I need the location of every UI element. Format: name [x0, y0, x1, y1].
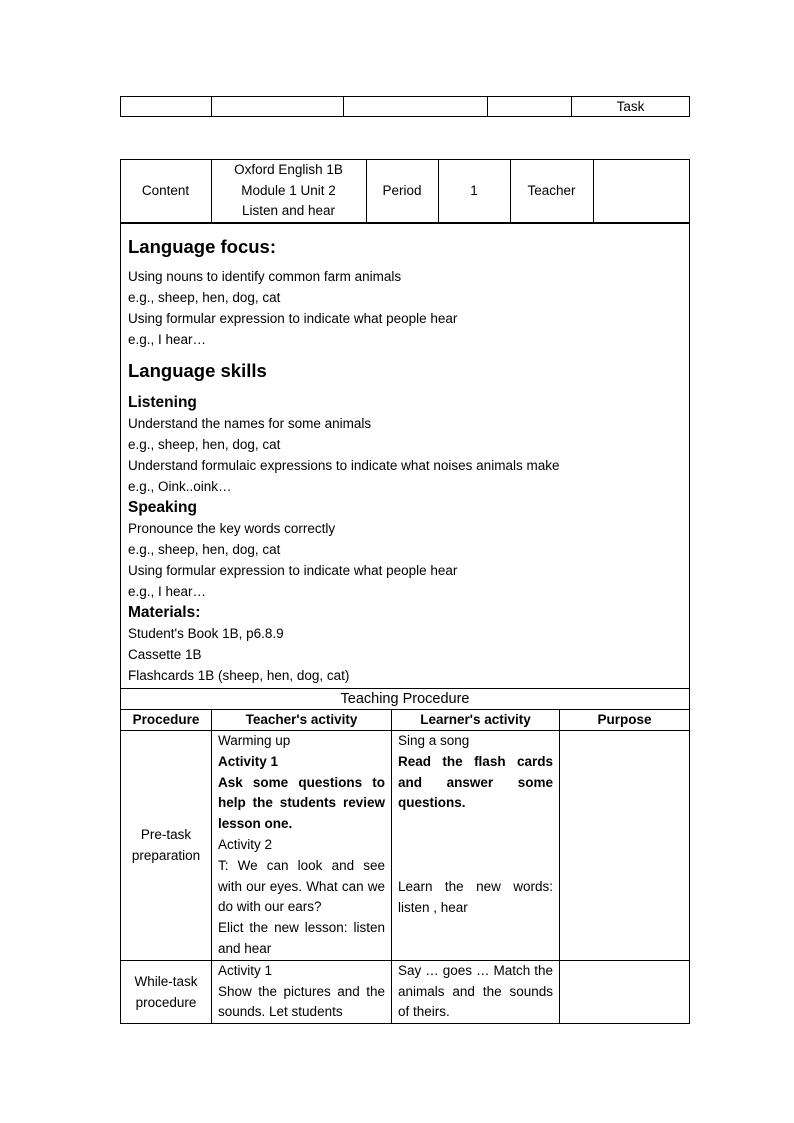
content-line-1: Oxford English 1B: [234, 162, 343, 178]
pre-activity-1-text: Ask some questions to help the students review lesson one.: [218, 774, 385, 832]
listening-line-2: e.g., sheep, hen, dog, cat: [128, 437, 281, 452]
top-cell-4: [488, 97, 572, 117]
col-teacher-activity: Teacher's activity: [212, 710, 392, 731]
while-task-label-line-2: procedure: [135, 994, 197, 1010]
focus-line-2: e.g., sheep, hen, dog, cat: [128, 290, 281, 305]
language-skills-heading: Language skills: [128, 360, 267, 381]
lesson-info-row: [120, 159, 690, 223]
col-purpose: Purpose: [560, 710, 690, 731]
sing-a-song: Sing a song: [398, 733, 470, 748]
materials-line-1: Student's Book 1B, p6.8.9: [128, 626, 284, 641]
speaking-line-4: e.g., I hear…: [128, 584, 207, 599]
warming-up: Warming up: [218, 733, 291, 748]
listening-line-1: Understand the names for some animals: [128, 416, 372, 431]
objectives-cell: [121, 224, 690, 689]
content-line-3: Listen and hear: [241, 203, 336, 219]
pre-task-teacher-activity: [212, 731, 392, 961]
pre-task-label: [121, 731, 212, 961]
pre-activity-1-title: Activity 1: [218, 753, 279, 769]
while-activity-1-text: Show the pictures and the sounds. Let students: [218, 983, 385, 1020]
pre-task-purpose: [560, 731, 690, 961]
speaking-line-3: Using formular expression to indicate what people hear: [128, 563, 458, 578]
period-value: 1: [438, 160, 510, 223]
focus-line-3: Using formular expression to indicate what people hear: [128, 311, 458, 326]
speaking-heading: Speaking: [128, 499, 197, 516]
while-task-learner-activity: [392, 960, 560, 1023]
elict-new-lesson: Elict the new lesson: listen and hear: [218, 920, 385, 956]
while-task-label: [121, 960, 212, 1023]
materials-line-3: Flashcards 1B (sheep, hen, dog, cat): [128, 668, 350, 683]
listening-line-4: e.g., Oink..oink…: [128, 479, 232, 494]
teacher-value: [593, 160, 689, 223]
while-activity-1-title: Activity 1: [218, 962, 273, 978]
top-cell-task: Task: [572, 97, 690, 117]
content-line-2: Module 1 Unit 2: [241, 182, 336, 198]
pre-task-learner-activity: [392, 731, 560, 961]
pre-task-label-line-1: Pre-task: [140, 827, 192, 843]
top-header-table: [120, 96, 690, 117]
period-label: Period: [366, 160, 438, 223]
listening-heading: Listening: [128, 394, 197, 411]
speaking-line-1: Pronounce the key words correctly: [128, 521, 336, 536]
lesson-plan-table: [120, 160, 690, 1024]
while-task-purpose: [560, 960, 690, 1023]
pre-activity-2-title: Activity 2: [218, 836, 273, 852]
speaking-line-2: e.g., sheep, hen, dog, cat: [128, 542, 281, 557]
teacher-label: Teacher: [510, 160, 593, 223]
listening-line-3: Understand formulaic expressions to indicate what noises animals make: [128, 458, 560, 473]
while-task-teacher-activity: [212, 960, 392, 1023]
language-focus-heading: Language focus:: [128, 236, 277, 257]
col-learner-activity: Learner's activity: [392, 710, 560, 731]
learn-new-words: Learn the new words: listen , hear: [398, 879, 553, 915]
focus-line-1: Using nouns to identify common farm animals: [128, 269, 402, 284]
read-flash-cards: Read the flash cards and answer some questions.: [398, 753, 553, 811]
pre-activity-2-text: T: We can look and see with our eyes. What can we do with our ears?: [218, 857, 385, 915]
teaching-procedure-title: Teaching Procedure: [121, 689, 690, 710]
focus-line-4: e.g., I hear…: [128, 332, 207, 347]
materials-heading: Materials:: [128, 604, 201, 621]
col-procedure: Procedure: [121, 710, 212, 731]
while-learner-text: Say … goes … Match the animals and the sounds of theirs.: [398, 962, 553, 1020]
content-value: [211, 160, 366, 223]
top-cell-3: [344, 97, 488, 117]
pre-task-label-line-2: preparation: [131, 848, 201, 864]
top-cell-1: [121, 97, 212, 117]
top-cell-2: [212, 97, 344, 117]
materials-line-2: Cassette 1B: [128, 647, 202, 662]
while-task-label-line-1: While-task: [134, 973, 198, 989]
content-label: Content: [120, 160, 211, 223]
